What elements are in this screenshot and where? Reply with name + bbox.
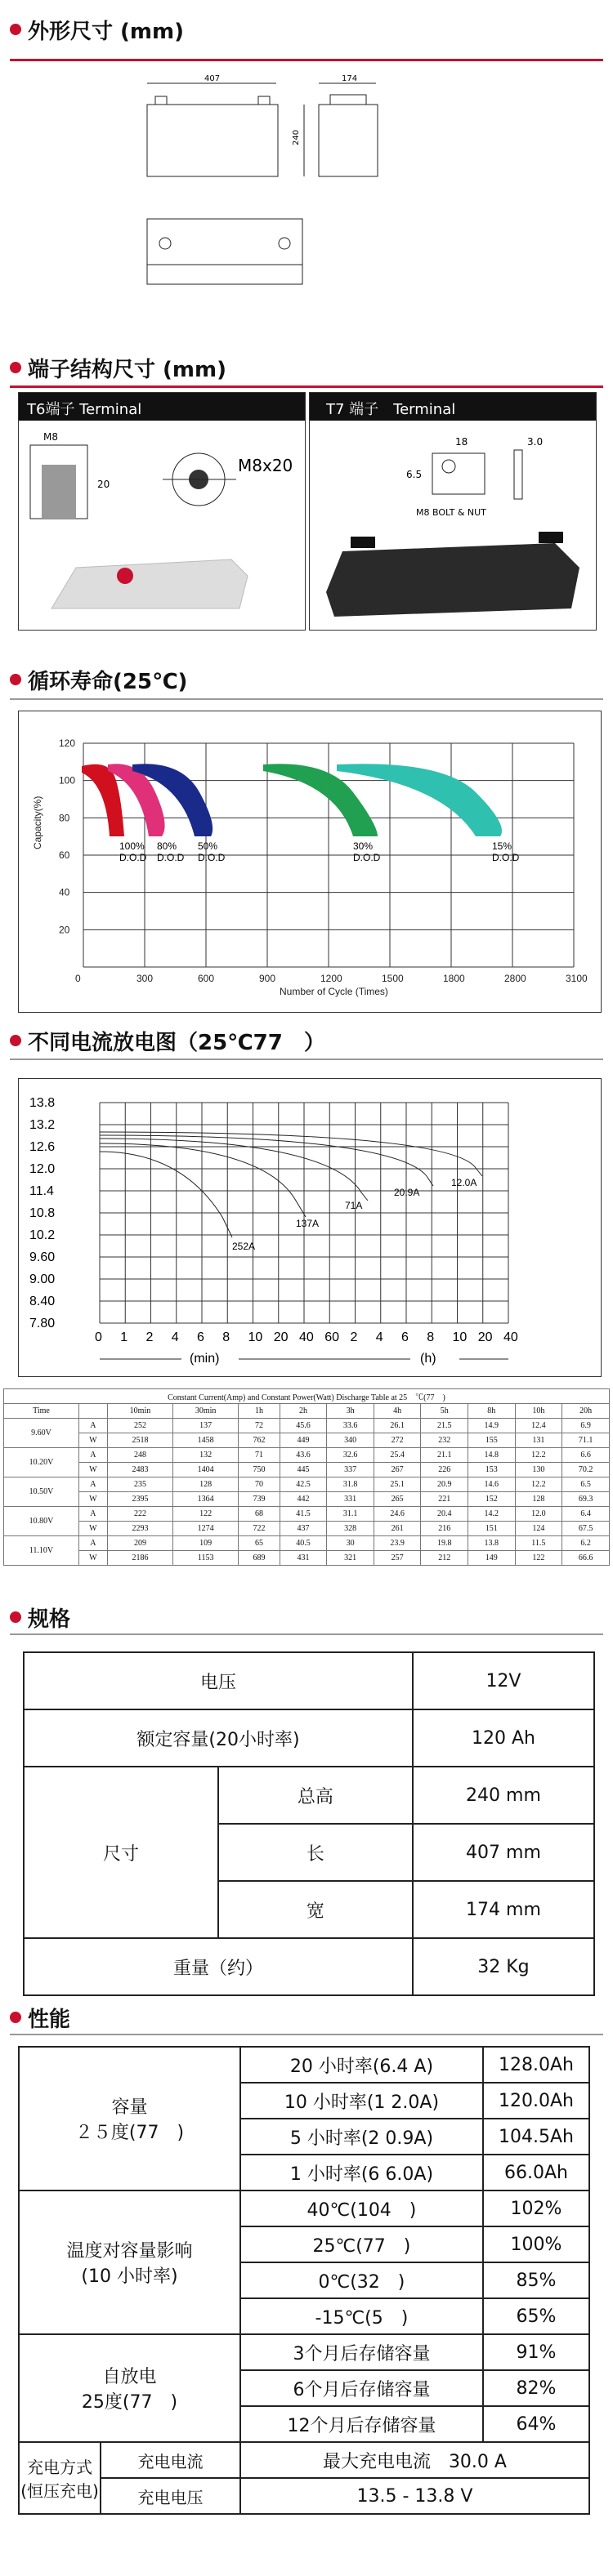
x-tick-label: 1200	[320, 973, 342, 984]
table-cell: 750	[239, 1463, 280, 1477]
perf-value: 91%	[483, 2334, 589, 2370]
x-tick-label: 3100	[566, 973, 588, 984]
section-header-spec	[10, 1601, 70, 1633]
section-header-dimensions	[10, 13, 184, 46]
table-header-cell: 3h	[327, 1404, 374, 1419]
table-cell: 2395	[107, 1492, 172, 1507]
perf-row	[19, 2442, 589, 2478]
svg-text:137A: 137A	[296, 1218, 320, 1229]
table-cell: 252	[107, 1419, 172, 1433]
x-tick-label: 10	[452, 1330, 468, 1344]
perf-condition: -15℃(5 )	[240, 2298, 483, 2334]
section-title: 性能	[28, 2007, 71, 2032]
perf-condition: 0℃(32 )	[240, 2262, 483, 2298]
table-cell: 442	[280, 1492, 327, 1507]
voltage-cell: 10.20V	[4, 1448, 79, 1477]
table-cell: 2483	[107, 1463, 172, 1477]
divider	[10, 1633, 603, 1635]
table-cell: 722	[239, 1522, 280, 1536]
x-tick-label: 8	[427, 1330, 435, 1344]
svg-text:Number of Cycle (Times): Number of Cycle (Times)	[280, 986, 388, 997]
table-cell: 31.8	[327, 1477, 374, 1492]
table-row	[4, 1522, 610, 1536]
table-cell: 69.3	[562, 1492, 610, 1507]
svg-text:80%: 80%	[157, 840, 177, 852]
x-tick-label: 300	[136, 973, 154, 984]
y-tick-label: 60	[59, 849, 70, 861]
table-cell: 23.9	[374, 1536, 421, 1551]
y-tick-label: 12.6	[29, 1140, 56, 1154]
table-cell: 151	[468, 1522, 516, 1536]
x-tick-label: 8	[222, 1330, 230, 1344]
table-cell: 21.1	[421, 1448, 468, 1463]
svg-text:240: 240	[292, 129, 301, 145]
table-cell: 71.1	[562, 1433, 610, 1448]
y-tick-label: 9.60	[29, 1250, 56, 1264]
x-tick-label: 20	[477, 1330, 493, 1344]
cycle-life-chart	[18, 711, 602, 1013]
table-cell: 109	[173, 1536, 239, 1551]
y-tick-label: 10.2	[29, 1228, 56, 1242]
table-cell: 6.2	[562, 1536, 610, 1551]
table-cell: 25.4	[374, 1448, 421, 1463]
table-cell: 45.6	[280, 1419, 327, 1433]
unit-cell: W	[78, 1433, 107, 1448]
svg-text:D.O.D: D.O.D	[353, 852, 381, 863]
bullet-icon	[10, 2012, 21, 2023]
table-header-cell: 1h	[239, 1404, 280, 1419]
divider	[10, 1058, 603, 1060]
table-cell: 221	[421, 1492, 468, 1507]
section-header-discharge	[10, 1024, 325, 1057]
table-cell: 71	[239, 1448, 280, 1463]
spec-value: 32 Kg	[413, 1938, 594, 1995]
table-row	[4, 1477, 610, 1492]
table-header-cell: 5h	[421, 1404, 468, 1419]
table-cell: 20.9	[421, 1477, 468, 1492]
table-cell: 331	[327, 1492, 374, 1507]
discharge-table	[3, 1388, 610, 1566]
table-cell: 43.6	[280, 1448, 327, 1463]
unit-cell: W	[78, 1492, 107, 1507]
section-header-terminal	[10, 351, 226, 384]
perf-value: 120.0Ah	[483, 2083, 589, 2119]
x-tick-label: 2	[350, 1330, 358, 1344]
perf-value: 102%	[483, 2190, 589, 2226]
table-cell: 132	[173, 1448, 239, 1463]
section-title: 不同电流放电图（25℃77 ）	[28, 1030, 325, 1055]
table-row	[4, 1433, 610, 1448]
section-title: 规格	[28, 1607, 71, 1632]
x-tick-label: 60	[324, 1330, 340, 1344]
table-cell: 2293	[107, 1522, 172, 1536]
table-cell: 272	[374, 1433, 421, 1448]
perf-value: 82%	[483, 2370, 589, 2406]
table-cell: 41.5	[280, 1507, 327, 1522]
table-cell: 12.2	[515, 1448, 562, 1463]
table-cell: 14.2	[468, 1507, 516, 1522]
table-cell: 267	[374, 1463, 421, 1477]
table-cell: 1274	[173, 1522, 239, 1536]
bullet-icon	[10, 1611, 21, 1623]
svg-text:(h): (h)	[420, 1352, 436, 1366]
svg-text:18: 18	[455, 436, 468, 448]
table-cell: 265	[374, 1492, 421, 1507]
svg-text:3.0: 3.0	[527, 436, 544, 448]
table-cell: 155	[468, 1433, 516, 1448]
table-cell: 153	[468, 1463, 516, 1477]
table-header-cell: Time	[4, 1404, 79, 1419]
spec-value: 12V	[413, 1652, 594, 1709]
table-cell: 739	[239, 1492, 280, 1507]
table-cell: 235	[107, 1477, 172, 1492]
x-tick-label: 1	[120, 1330, 128, 1344]
unit-cell: W	[78, 1522, 107, 1536]
table-cell: 122	[515, 1551, 562, 1566]
table-row	[4, 1536, 610, 1551]
y-tick-label: 12.0	[29, 1162, 56, 1176]
x-tick-label: 40	[299, 1330, 314, 1344]
perf-row	[19, 2334, 589, 2370]
x-tick-label: 2800	[504, 973, 526, 984]
table-cell: 152	[468, 1492, 516, 1507]
table-cell: 67.5	[562, 1522, 610, 1536]
perf-row	[19, 2047, 589, 2083]
voltage-cell: 10.80V	[4, 1507, 79, 1536]
table-caption: Constant Current(Amp) and Constant Power(Watt) Discharge Table at 25 ℃(77 )	[4, 1389, 610, 1404]
table-cell: 762	[239, 1433, 280, 1448]
table-row	[4, 1492, 610, 1507]
svg-text:252A: 252A	[232, 1241, 256, 1252]
table-cell: 437	[280, 1522, 327, 1536]
svg-text:D.O.D: D.O.D	[492, 852, 520, 863]
table-cell: 321	[327, 1551, 374, 1566]
y-tick-label: 100	[59, 774, 76, 787]
perf-row	[19, 2190, 589, 2226]
x-tick-label: 10	[248, 1330, 263, 1344]
table-cell: 26.1	[374, 1419, 421, 1433]
x-tick-label: 20	[273, 1330, 289, 1344]
table-cell: 128	[173, 1477, 239, 1492]
table-cell: 328	[327, 1522, 374, 1536]
table-cell: 449	[280, 1433, 327, 1448]
spec-label: 总高	[218, 1767, 413, 1824]
svg-text:D.O.D: D.O.D	[119, 852, 147, 863]
table-cell: 130	[515, 1463, 562, 1477]
table-cell: 13.8	[468, 1536, 516, 1551]
perf-value: 104.5Ah	[483, 2119, 589, 2155]
table-header-cell: 10h	[515, 1404, 562, 1419]
perf-condition: 1 小时率(6 6.0A)	[240, 2155, 483, 2190]
y-tick-label: 13.8	[29, 1096, 56, 1110]
svg-text:(min): (min)	[190, 1352, 220, 1366]
perf-condition: 25℃(77 )	[240, 2226, 483, 2262]
table-row	[4, 1448, 610, 1463]
spec-label: 额定容量(20小时率)	[24, 1709, 413, 1767]
perf-condition: 充电电流	[101, 2442, 240, 2478]
svg-text:20: 20	[97, 479, 110, 490]
table-cell: 2186	[107, 1551, 172, 1566]
table-cell: 70.2	[562, 1463, 610, 1477]
spec-label: 电压	[24, 1652, 413, 1709]
y-tick-label: 10.8	[29, 1206, 56, 1220]
curve-71a	[100, 1139, 368, 1201]
bullet-icon	[10, 362, 21, 373]
table-cell: 12.4	[515, 1419, 562, 1433]
svg-text:20.9A: 20.9A	[394, 1187, 420, 1198]
table-cell: 6.6	[562, 1448, 610, 1463]
bullet-icon	[10, 24, 21, 35]
perf-value: 128.0Ah	[483, 2047, 589, 2083]
spec-table	[23, 1651, 595, 1996]
unit-cell: W	[78, 1463, 107, 1477]
svg-text:6.5: 6.5	[406, 469, 423, 480]
perf-group-label: 温度对容量影响 (10 小时率)	[19, 2190, 240, 2334]
table-header-cell: 20h	[562, 1404, 610, 1419]
spec-label: 宽	[218, 1881, 413, 1938]
table-cell: 21.5	[421, 1419, 468, 1433]
perf-condition: 充电电压	[101, 2478, 240, 2514]
table-header-cell	[78, 1404, 107, 1419]
voltage-cell: 10.50V	[4, 1477, 79, 1507]
section-title: 端子结构尺寸 (mm)	[28, 357, 227, 382]
t6-title: T6端子 Terminal	[19, 393, 305, 421]
x-tick-label: 0	[95, 1330, 102, 1344]
unit-cell: A	[78, 1419, 107, 1433]
table-cell: 261	[374, 1522, 421, 1536]
x-tick-label: 1800	[443, 973, 465, 984]
table-cell: 222	[107, 1507, 172, 1522]
t7-title: T7 端子 Terminal	[310, 393, 596, 421]
unit-cell: A	[78, 1448, 107, 1463]
table-cell: 431	[280, 1551, 327, 1566]
table-cell: 66.6	[562, 1551, 610, 1566]
perf-value: 100%	[483, 2226, 589, 2262]
table-cell: 137	[173, 1419, 239, 1433]
svg-text:M8: M8	[43, 431, 58, 443]
spec-label: 尺寸	[24, 1767, 218, 1938]
table-row	[4, 1463, 610, 1477]
table-cell: 209	[107, 1536, 172, 1551]
table-cell: 212	[421, 1551, 468, 1566]
y-tick-label: 7.80	[29, 1317, 56, 1330]
table-header-cell: 10min	[107, 1404, 172, 1419]
section-header-perf	[10, 2001, 70, 2034]
section-title: 循环寿命(25℃)	[28, 669, 188, 694]
spec-value: 120 Ah	[413, 1709, 594, 1767]
x-tick-label: 40	[503, 1330, 518, 1344]
y-tick-label: 11.4	[29, 1184, 54, 1198]
divider	[10, 698, 603, 700]
y-tick-label: 8.40	[29, 1295, 56, 1308]
table-cell: 131	[515, 1433, 562, 1448]
table-cell: 1153	[173, 1551, 239, 1566]
perf-group-label: 自放电 25度(77 )	[19, 2334, 240, 2442]
y-tick-label: 40	[59, 886, 70, 898]
table-row	[4, 1419, 610, 1433]
perf-group-label: 容量 ２５度(77 )	[19, 2047, 240, 2190]
table-cell: 72	[239, 1419, 280, 1433]
voltage-cell: 11.10V	[4, 1536, 79, 1566]
table-cell: 340	[327, 1433, 374, 1448]
perf-condition: 40℃(104 )	[240, 2190, 483, 2226]
table-cell: 70	[239, 1477, 280, 1492]
table-cell: 216	[421, 1522, 468, 1536]
table-cell: 30	[327, 1536, 374, 1551]
perf-condition: 3个月后存储容量	[240, 2334, 483, 2370]
voltage-cell: 9.60V	[4, 1419, 79, 1448]
y-tick-label: 80	[59, 812, 70, 824]
table-cell: 232	[421, 1433, 468, 1448]
bullet-icon	[10, 674, 21, 685]
table-cell: 68	[239, 1507, 280, 1522]
y-tick-label: 20	[59, 924, 70, 936]
table-cell: 33.6	[327, 1419, 374, 1433]
table-cell: 24.6	[374, 1507, 421, 1522]
table-header-cell: 8h	[468, 1404, 516, 1419]
unit-cell: W	[78, 1551, 107, 1566]
table-cell: 31.1	[327, 1507, 374, 1522]
section-header-cycle	[10, 663, 187, 696]
table-cell: 12.0	[515, 1507, 562, 1522]
svg-text:30%: 30%	[353, 840, 374, 852]
svg-text:12.0A: 12.0A	[451, 1177, 477, 1188]
dimension-drawing	[131, 72, 490, 301]
table-cell: 11.5	[515, 1536, 562, 1551]
unit-cell: A	[78, 1536, 107, 1551]
spec-label: 重量（约）	[24, 1938, 413, 1995]
x-tick-label: 4	[375, 1330, 383, 1344]
perf-value: 65%	[483, 2298, 589, 2334]
table-header-cell: 4h	[374, 1404, 421, 1419]
table-cell: 42.5	[280, 1477, 327, 1492]
x-tick-label: 0	[75, 973, 81, 984]
svg-text:D.O.D: D.O.D	[157, 852, 185, 863]
section-title: 外形尺寸 (mm)	[28, 19, 185, 44]
unit-cell: A	[78, 1477, 107, 1492]
table-cell: 6.4	[562, 1507, 610, 1522]
table-cell: 6.9	[562, 1419, 610, 1433]
x-tick-label: 6	[401, 1330, 409, 1344]
table-cell: 32.6	[327, 1448, 374, 1463]
x-tick-label: 2	[145, 1330, 154, 1344]
table-cell: 65	[239, 1536, 280, 1551]
curve-20-9a	[100, 1135, 433, 1186]
curve-30dod	[263, 764, 378, 836]
table-cell: 40.5	[280, 1536, 327, 1551]
perf-condition: 5 小时率(2 0.9A)	[240, 2119, 483, 2155]
x-tick-label: 4	[171, 1330, 179, 1344]
perf-value: 85%	[483, 2262, 589, 2298]
spec-value: 407 mm	[413, 1824, 594, 1881]
svg-text:M8x20: M8x20	[238, 456, 293, 475]
svg-text:15%: 15%	[492, 840, 512, 852]
bullet-icon	[10, 1035, 21, 1046]
table-cell: 124	[515, 1522, 562, 1536]
svg-text:407: 407	[204, 74, 221, 83]
y-tick-label: 13.2	[29, 1118, 56, 1132]
perf-group-label: 充电方式(恒压充电)	[19, 2442, 101, 2514]
perf-value: 66.0Ah	[483, 2155, 589, 2190]
t7-drawing	[310, 421, 596, 628]
table-cell: 337	[327, 1463, 374, 1477]
divider	[10, 386, 603, 388]
table-cell: 122	[173, 1507, 239, 1522]
svg-text:Capacity(%): Capacity(%)	[32, 796, 43, 849]
table-header-cell: 2h	[280, 1404, 327, 1419]
divider	[10, 59, 603, 61]
perf-condition: 20 小时率(6.4 A)	[240, 2047, 483, 2083]
curve-252a	[100, 1152, 232, 1237]
table-cell: 14.6	[468, 1477, 516, 1492]
divider	[10, 2034, 603, 2035]
table-cell: 14.8	[468, 1448, 516, 1463]
y-tick-label: 120	[59, 738, 76, 749]
perf-row	[19, 2478, 589, 2514]
table-cell: 226	[421, 1463, 468, 1477]
svg-text:71A: 71A	[345, 1200, 363, 1211]
table-cell: 128	[515, 1492, 562, 1507]
perf-condition: 10 小时率(1 2.0A)	[240, 2083, 483, 2119]
y-tick-label: 9.00	[29, 1272, 56, 1286]
x-tick-label: 6	[197, 1330, 204, 1344]
table-cell: 257	[374, 1551, 421, 1566]
table-header-cell: 30min	[173, 1404, 239, 1419]
perf-condition: 12个月后存储容量	[240, 2406, 483, 2442]
perf-value: 13.5 - 13.8 V	[240, 2478, 589, 2514]
table-row	[4, 1551, 610, 1566]
discharge-chart	[18, 1078, 602, 1377]
table-cell: 6.5	[562, 1477, 610, 1492]
table-cell: 149	[468, 1551, 516, 1566]
svg-text:D.O.D: D.O.D	[198, 852, 226, 863]
perf-value: 64%	[483, 2406, 589, 2442]
x-tick-label: 600	[198, 973, 215, 984]
curve-12a	[100, 1132, 482, 1176]
table-cell: 445	[280, 1463, 327, 1477]
table-cell: 20.4	[421, 1507, 468, 1522]
terminal-t7-panel	[309, 392, 597, 631]
table-cell: 14.9	[468, 1419, 516, 1433]
table-cell: 12.2	[515, 1477, 562, 1492]
svg-text:M8 BOLT & NUT: M8 BOLT & NUT	[416, 507, 486, 518]
table-cell: 689	[239, 1551, 280, 1566]
table-cell: 2518	[107, 1433, 172, 1448]
perf-value: 最大充电电流 30.0 A	[240, 2442, 589, 2478]
performance-table	[18, 2046, 590, 2515]
x-tick-label: 1500	[382, 973, 404, 984]
table-cell: 25.1	[374, 1477, 421, 1492]
terminal-t6-panel	[18, 392, 306, 631]
table-cell: 19.8	[421, 1536, 468, 1551]
spec-label: 长	[218, 1824, 413, 1881]
table-row	[4, 1507, 610, 1522]
unit-cell: A	[78, 1507, 107, 1522]
table-cell: 1364	[173, 1492, 239, 1507]
spec-value: 240 mm	[413, 1767, 594, 1824]
perf-condition: 6个月后存储容量	[240, 2370, 483, 2406]
t6-drawing	[19, 421, 305, 628]
table-cell: 1404	[173, 1463, 239, 1477]
x-tick-label: 900	[259, 973, 276, 984]
spec-value: 174 mm	[413, 1881, 594, 1938]
svg-text:50%: 50%	[198, 840, 218, 852]
svg-text:100%: 100%	[119, 840, 145, 852]
table-cell: 1458	[173, 1433, 239, 1448]
svg-text:174: 174	[342, 74, 358, 83]
table-cell: 248	[107, 1448, 172, 1463]
